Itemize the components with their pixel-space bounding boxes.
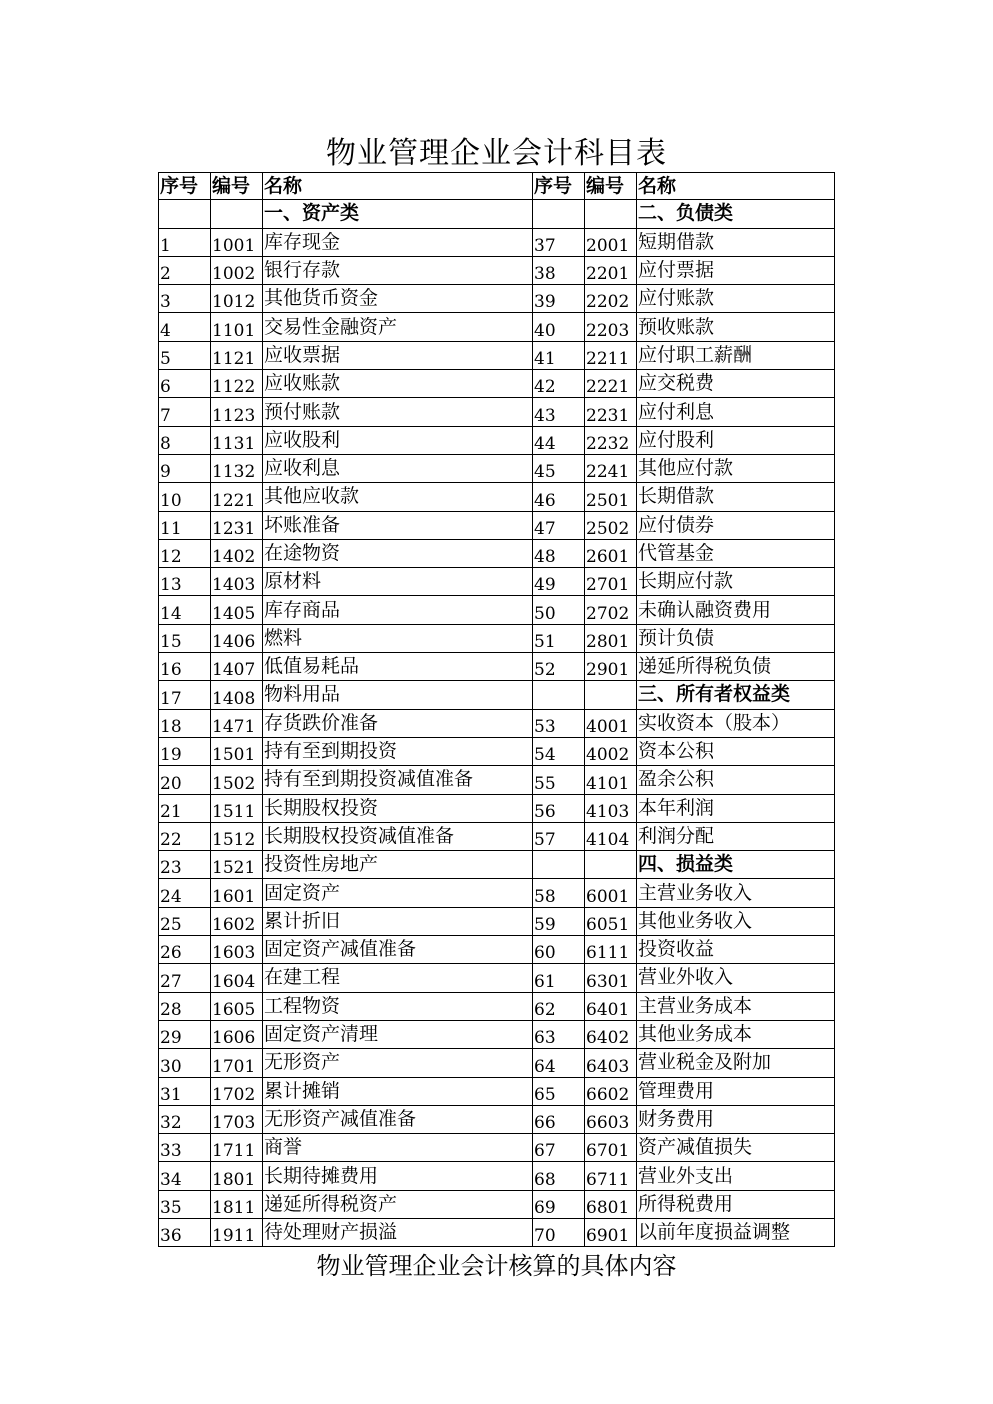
table-row bbox=[159, 568, 835, 596]
seq-cell: 25 bbox=[159, 907, 211, 935]
code-cell: 1101 bbox=[211, 313, 263, 341]
seq-cell: 45 bbox=[533, 454, 585, 482]
name-cell: 预付账款 bbox=[263, 398, 533, 426]
name-cell: 短期借款 bbox=[637, 228, 835, 256]
name-cell: 管理费用 bbox=[637, 1077, 835, 1105]
seq-cell: 35 bbox=[159, 1190, 211, 1218]
seq-cell: 19 bbox=[159, 737, 211, 765]
seq-cell: 59 bbox=[533, 907, 585, 935]
name-cell: 本年利润 bbox=[637, 794, 835, 822]
code-cell: 2801 bbox=[585, 624, 637, 652]
seq-cell: 62 bbox=[533, 992, 585, 1020]
table-row bbox=[159, 653, 835, 681]
name-cell: 营业外收入 bbox=[637, 964, 835, 992]
seq-cell: 41 bbox=[533, 341, 585, 369]
code-cell: 1407 bbox=[211, 653, 263, 681]
table-row bbox=[159, 992, 835, 1020]
table-header-cell: 名称 bbox=[263, 173, 533, 200]
name-cell: 交易性金融资产 bbox=[263, 313, 533, 341]
seq-cell: 48 bbox=[533, 539, 585, 567]
seq-cell: 43 bbox=[533, 398, 585, 426]
code-cell: 1012 bbox=[211, 285, 263, 313]
name-cell: 代管基金 bbox=[637, 539, 835, 567]
name-cell: 长期借款 bbox=[637, 483, 835, 511]
seq-cell: 31 bbox=[159, 1077, 211, 1105]
code-cell: 2702 bbox=[585, 596, 637, 624]
name-cell: 投资性房地产 bbox=[263, 851, 533, 879]
code-cell: 1801 bbox=[211, 1162, 263, 1190]
name-cell: 累计折旧 bbox=[263, 907, 533, 935]
code-cell: 6402 bbox=[585, 1020, 637, 1048]
code-cell: 6602 bbox=[585, 1077, 637, 1105]
table-row bbox=[159, 1162, 835, 1190]
name-cell: 银行存款 bbox=[263, 256, 533, 284]
name-cell: 累计摊销 bbox=[263, 1077, 533, 1105]
code-cell: 2501 bbox=[585, 483, 637, 511]
name-cell: 应付账款 bbox=[637, 285, 835, 313]
code-cell: 2211 bbox=[585, 341, 637, 369]
name-cell: 长期应付款 bbox=[637, 568, 835, 596]
table-row bbox=[159, 228, 835, 256]
table-header-row bbox=[159, 173, 835, 200]
seq-cell: 22 bbox=[159, 822, 211, 850]
name-cell: 在途物资 bbox=[263, 539, 533, 567]
code-cell: 6051 bbox=[585, 907, 637, 935]
code-cell: 1711 bbox=[211, 1134, 263, 1162]
seq-cell: 1 bbox=[159, 228, 211, 256]
name-cell: 其他业务成本 bbox=[637, 1020, 835, 1048]
table-row bbox=[159, 879, 835, 907]
table-row bbox=[159, 454, 835, 482]
code-cell: 6001 bbox=[585, 879, 637, 907]
seq-cell: 60 bbox=[533, 936, 585, 964]
name-cell: 固定资产减值准备 bbox=[263, 936, 533, 964]
seq-cell: 38 bbox=[533, 256, 585, 284]
seq-cell: 65 bbox=[533, 1077, 585, 1105]
seq-cell: 24 bbox=[159, 879, 211, 907]
code-cell: 2001 bbox=[585, 228, 637, 256]
name-cell: 盈余公积 bbox=[637, 766, 835, 794]
code-cell: 1221 bbox=[211, 483, 263, 511]
seq-cell: 70 bbox=[533, 1218, 585, 1246]
name-cell: 资产减值损失 bbox=[637, 1134, 835, 1162]
code-cell bbox=[585, 851, 637, 879]
seq-cell: 29 bbox=[159, 1020, 211, 1048]
name-cell: 固定资产清理 bbox=[263, 1020, 533, 1048]
name-cell: 投资收益 bbox=[637, 936, 835, 964]
code-cell: 2601 bbox=[585, 539, 637, 567]
table-header-cell: 序号 bbox=[159, 173, 211, 200]
seq-cell: 47 bbox=[533, 511, 585, 539]
name-cell: 资本公积 bbox=[637, 737, 835, 765]
name-cell: 持有至到期投资 bbox=[263, 737, 533, 765]
name-cell: 主营业务成本 bbox=[637, 992, 835, 1020]
seq-cell: 33 bbox=[159, 1134, 211, 1162]
name-cell: 应付职工薪酬 bbox=[637, 341, 835, 369]
name-cell: 库存现金 bbox=[263, 228, 533, 256]
table-row bbox=[159, 398, 835, 426]
name-cell: 燃料 bbox=[263, 624, 533, 652]
seq-cell: 49 bbox=[533, 568, 585, 596]
name-cell: 应收票据 bbox=[263, 341, 533, 369]
code-cell: 1703 bbox=[211, 1105, 263, 1133]
table-row bbox=[159, 341, 835, 369]
name-cell: 未确认融资费用 bbox=[637, 596, 835, 624]
table-header-cell: 序号 bbox=[533, 173, 585, 200]
seq-cell: 46 bbox=[533, 483, 585, 511]
code-cell: 2241 bbox=[585, 454, 637, 482]
code-cell: 1132 bbox=[211, 454, 263, 482]
seq-cell: 20 bbox=[159, 766, 211, 794]
seq-cell: 13 bbox=[159, 568, 211, 596]
name-cell: 三、所有者权益类 bbox=[637, 681, 835, 709]
name-cell: 主营业务收入 bbox=[637, 879, 835, 907]
code-cell: 1406 bbox=[211, 624, 263, 652]
code-cell: 1001 bbox=[211, 228, 263, 256]
name-cell: 其他应收款 bbox=[263, 483, 533, 511]
table-row bbox=[159, 511, 835, 539]
code-cell: 1511 bbox=[211, 794, 263, 822]
table-row bbox=[159, 822, 835, 850]
table-row bbox=[159, 1020, 835, 1048]
name-cell: 固定资产 bbox=[263, 879, 533, 907]
seq-cell: 61 bbox=[533, 964, 585, 992]
code-cell: 1605 bbox=[211, 992, 263, 1020]
code-cell: 1512 bbox=[211, 822, 263, 850]
code-cell: 1405 bbox=[211, 596, 263, 624]
name-cell: 存货跌价准备 bbox=[263, 709, 533, 737]
code-cell: 1131 bbox=[211, 426, 263, 454]
code-cell: 4002 bbox=[585, 737, 637, 765]
code-cell: 1123 bbox=[211, 398, 263, 426]
name-cell: 实收资本（股本） bbox=[637, 709, 835, 737]
seq-cell: 12 bbox=[159, 539, 211, 567]
seq-cell bbox=[533, 681, 585, 709]
name-cell: 长期股权投资减值准备 bbox=[263, 822, 533, 850]
name-cell: 待处理财产损溢 bbox=[263, 1218, 533, 1246]
name-cell: 递延所得税资产 bbox=[263, 1190, 533, 1218]
table-row bbox=[159, 1190, 835, 1218]
name-cell: 二、负债类 bbox=[637, 200, 835, 228]
code-cell: 1911 bbox=[211, 1218, 263, 1246]
table-row bbox=[159, 624, 835, 652]
code-cell: 1122 bbox=[211, 370, 263, 398]
seq-cell: 8 bbox=[159, 426, 211, 454]
seq-cell: 68 bbox=[533, 1162, 585, 1190]
name-cell: 预收账款 bbox=[637, 313, 835, 341]
seq-cell: 67 bbox=[533, 1134, 585, 1162]
code-cell: 1502 bbox=[211, 766, 263, 794]
code-cell: 1601 bbox=[211, 879, 263, 907]
seq-cell: 40 bbox=[533, 313, 585, 341]
name-cell: 坏账准备 bbox=[263, 511, 533, 539]
seq-cell: 44 bbox=[533, 426, 585, 454]
name-cell: 应付股利 bbox=[637, 426, 835, 454]
seq-cell: 7 bbox=[159, 398, 211, 426]
seq-cell: 69 bbox=[533, 1190, 585, 1218]
seq-cell: 30 bbox=[159, 1049, 211, 1077]
table-header-cell: 编号 bbox=[211, 173, 263, 200]
seq-cell: 42 bbox=[533, 370, 585, 398]
name-cell: 应收股利 bbox=[263, 426, 533, 454]
code-cell: 6111 bbox=[585, 936, 637, 964]
table-row bbox=[159, 794, 835, 822]
seq-cell: 18 bbox=[159, 709, 211, 737]
name-cell: 无形资产减值准备 bbox=[263, 1105, 533, 1133]
code-cell: 6603 bbox=[585, 1105, 637, 1133]
name-cell: 物料用品 bbox=[263, 681, 533, 709]
code-cell: 2231 bbox=[585, 398, 637, 426]
seq-cell: 27 bbox=[159, 964, 211, 992]
code-cell: 1521 bbox=[211, 851, 263, 879]
name-cell: 无形资产 bbox=[263, 1049, 533, 1077]
seq-cell: 5 bbox=[159, 341, 211, 369]
name-cell: 其他货币资金 bbox=[263, 285, 533, 313]
code-cell: 6401 bbox=[585, 992, 637, 1020]
name-cell: 递延所得税负债 bbox=[637, 653, 835, 681]
table-row bbox=[159, 596, 835, 624]
table-row bbox=[159, 1134, 835, 1162]
table-row bbox=[159, 1218, 835, 1246]
seq-cell: 55 bbox=[533, 766, 585, 794]
seq-cell: 52 bbox=[533, 653, 585, 681]
code-cell bbox=[211, 200, 263, 228]
code-cell: 1811 bbox=[211, 1190, 263, 1218]
table-row bbox=[159, 200, 835, 228]
table-header-cell: 编号 bbox=[585, 173, 637, 200]
seq-cell: 28 bbox=[159, 992, 211, 1020]
code-cell: 6901 bbox=[585, 1218, 637, 1246]
code-cell: 6301 bbox=[585, 964, 637, 992]
name-cell: 所得税费用 bbox=[637, 1190, 835, 1218]
document-subtitle: 物业管理企业会计核算的具体内容 bbox=[316, 1252, 677, 1280]
name-cell: 长期股权投资 bbox=[263, 794, 533, 822]
seq-cell: 32 bbox=[159, 1105, 211, 1133]
seq-cell: 51 bbox=[533, 624, 585, 652]
account-table bbox=[158, 172, 835, 1247]
seq-cell: 54 bbox=[533, 737, 585, 765]
table-row bbox=[159, 285, 835, 313]
seq-cell: 11 bbox=[159, 511, 211, 539]
code-cell: 1403 bbox=[211, 568, 263, 596]
seq-cell: 66 bbox=[533, 1105, 585, 1133]
code-cell: 6403 bbox=[585, 1049, 637, 1077]
table-row bbox=[159, 256, 835, 284]
table-row bbox=[159, 709, 835, 737]
seq-cell: 37 bbox=[533, 228, 585, 256]
name-cell: 应付利息 bbox=[637, 398, 835, 426]
seq-cell: 34 bbox=[159, 1162, 211, 1190]
table-row bbox=[159, 313, 835, 341]
code-cell: 4103 bbox=[585, 794, 637, 822]
table-row bbox=[159, 936, 835, 964]
seq-cell: 14 bbox=[159, 596, 211, 624]
code-cell: 1402 bbox=[211, 539, 263, 567]
code-cell: 1501 bbox=[211, 737, 263, 765]
table-row bbox=[159, 539, 835, 567]
name-cell: 利润分配 bbox=[637, 822, 835, 850]
table-header-cell: 名称 bbox=[637, 173, 835, 200]
seq-cell: 50 bbox=[533, 596, 585, 624]
code-cell: 2221 bbox=[585, 370, 637, 398]
code-cell: 1231 bbox=[211, 511, 263, 539]
table-row bbox=[159, 681, 835, 709]
seq-cell: 4 bbox=[159, 313, 211, 341]
seq-cell bbox=[533, 851, 585, 879]
seq-cell bbox=[533, 200, 585, 228]
document-title: 物业管理企业会计科目表 bbox=[326, 136, 667, 171]
code-cell: 2203 bbox=[585, 313, 637, 341]
code-cell: 1002 bbox=[211, 256, 263, 284]
code-cell: 6801 bbox=[585, 1190, 637, 1218]
seq-cell: 58 bbox=[533, 879, 585, 907]
name-cell: 四、损益类 bbox=[637, 851, 835, 879]
code-cell: 1702 bbox=[211, 1077, 263, 1105]
seq-cell: 16 bbox=[159, 653, 211, 681]
name-cell: 应付票据 bbox=[637, 256, 835, 284]
seq-cell bbox=[159, 200, 211, 228]
code-cell: 1604 bbox=[211, 964, 263, 992]
table-row bbox=[159, 370, 835, 398]
code-cell: 1121 bbox=[211, 341, 263, 369]
table-row bbox=[159, 964, 835, 992]
name-cell: 以前年度损益调整 bbox=[637, 1218, 835, 1246]
seq-cell: 9 bbox=[159, 454, 211, 482]
name-cell: 财务费用 bbox=[637, 1105, 835, 1133]
table-row bbox=[159, 426, 835, 454]
name-cell: 预计负债 bbox=[637, 624, 835, 652]
code-cell: 2232 bbox=[585, 426, 637, 454]
seq-cell: 17 bbox=[159, 681, 211, 709]
name-cell: 一、资产类 bbox=[263, 200, 533, 228]
seq-cell: 3 bbox=[159, 285, 211, 313]
code-cell: 2202 bbox=[585, 285, 637, 313]
name-cell: 商誉 bbox=[263, 1134, 533, 1162]
code-cell: 4001 bbox=[585, 709, 637, 737]
name-cell: 持有至到期投资减值准备 bbox=[263, 766, 533, 794]
name-cell: 营业税金及附加 bbox=[637, 1049, 835, 1077]
seq-cell: 21 bbox=[159, 794, 211, 822]
code-cell: 4101 bbox=[585, 766, 637, 794]
seq-cell: 10 bbox=[159, 483, 211, 511]
table-row bbox=[159, 766, 835, 794]
code-cell: 1408 bbox=[211, 681, 263, 709]
seq-cell: 6 bbox=[159, 370, 211, 398]
seq-cell: 39 bbox=[533, 285, 585, 313]
name-cell: 应收账款 bbox=[263, 370, 533, 398]
table-row bbox=[159, 851, 835, 879]
seq-cell: 23 bbox=[159, 851, 211, 879]
name-cell: 其他业务收入 bbox=[637, 907, 835, 935]
seq-cell: 2 bbox=[159, 256, 211, 284]
name-cell: 低值易耗品 bbox=[263, 653, 533, 681]
code-cell: 4104 bbox=[585, 822, 637, 850]
name-cell: 应交税费 bbox=[637, 370, 835, 398]
table-row bbox=[159, 907, 835, 935]
code-cell: 1602 bbox=[211, 907, 263, 935]
code-cell: 1701 bbox=[211, 1049, 263, 1077]
name-cell: 应付债券 bbox=[637, 511, 835, 539]
seq-cell: 64 bbox=[533, 1049, 585, 1077]
seq-cell: 56 bbox=[533, 794, 585, 822]
code-cell: 2901 bbox=[585, 653, 637, 681]
name-cell: 营业外支出 bbox=[637, 1162, 835, 1190]
code-cell: 2502 bbox=[585, 511, 637, 539]
name-cell: 长期待摊费用 bbox=[263, 1162, 533, 1190]
code-cell bbox=[585, 200, 637, 228]
name-cell: 在建工程 bbox=[263, 964, 533, 992]
table-row bbox=[159, 737, 835, 765]
table-row bbox=[159, 1105, 835, 1133]
table-row bbox=[159, 1077, 835, 1105]
seq-cell: 36 bbox=[159, 1218, 211, 1246]
name-cell: 其他应付款 bbox=[637, 454, 835, 482]
seq-cell: 57 bbox=[533, 822, 585, 850]
seq-cell: 15 bbox=[159, 624, 211, 652]
name-cell: 工程物资 bbox=[263, 992, 533, 1020]
code-cell bbox=[585, 681, 637, 709]
table-row bbox=[159, 1049, 835, 1077]
code-cell: 1606 bbox=[211, 1020, 263, 1048]
name-cell: 原材料 bbox=[263, 568, 533, 596]
code-cell: 1471 bbox=[211, 709, 263, 737]
table-row bbox=[159, 483, 835, 511]
seq-cell: 53 bbox=[533, 709, 585, 737]
code-cell: 6701 bbox=[585, 1134, 637, 1162]
name-cell: 库存商品 bbox=[263, 596, 533, 624]
seq-cell: 63 bbox=[533, 1020, 585, 1048]
seq-cell: 26 bbox=[159, 936, 211, 964]
name-cell: 应收利息 bbox=[263, 454, 533, 482]
code-cell: 6711 bbox=[585, 1162, 637, 1190]
code-cell: 2701 bbox=[585, 568, 637, 596]
code-cell: 1603 bbox=[211, 936, 263, 964]
code-cell: 2201 bbox=[585, 256, 637, 284]
